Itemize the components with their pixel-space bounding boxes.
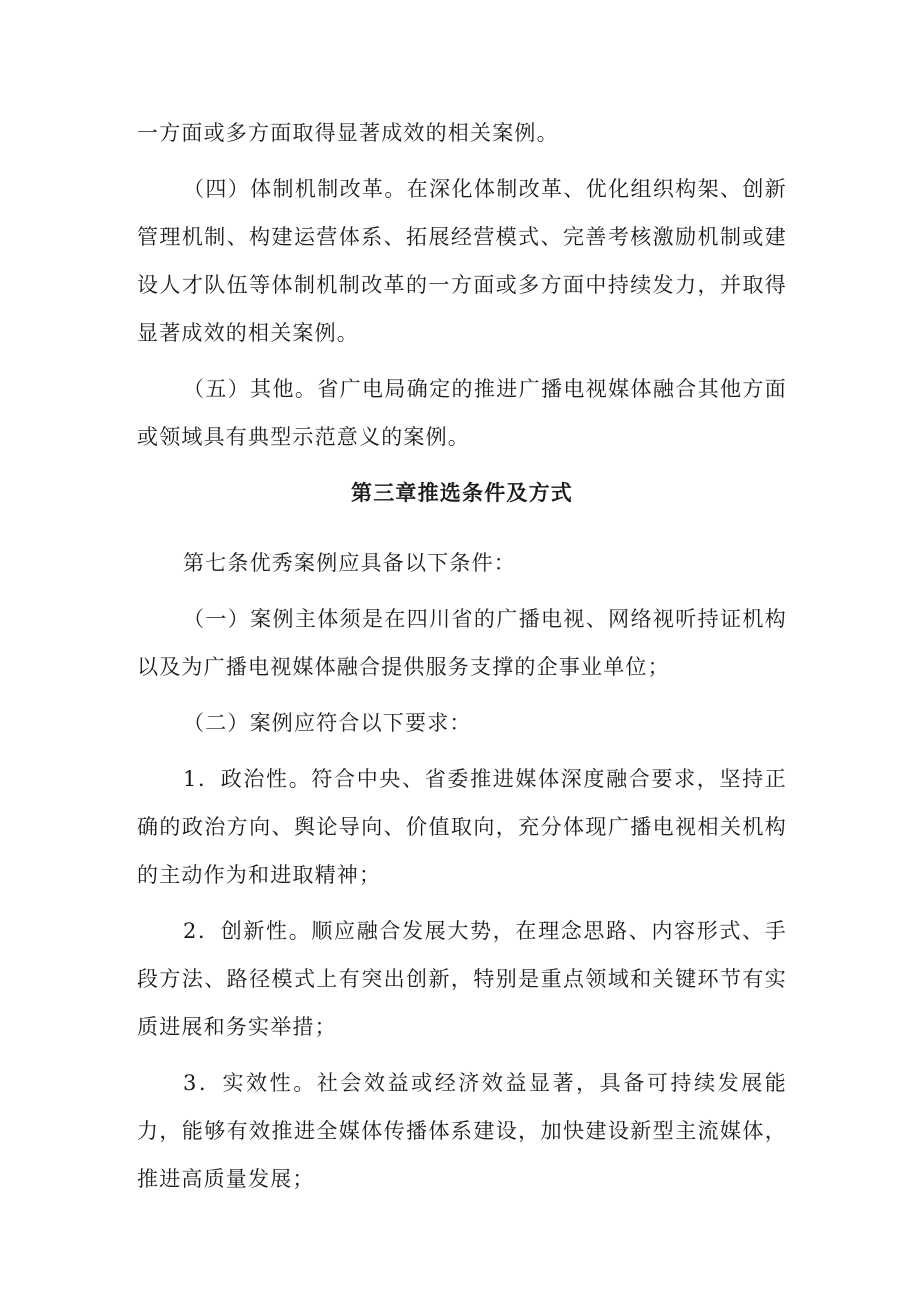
chapter-heading: 第三章推选条件及方式 bbox=[351, 480, 573, 505]
paragraph-requirement-effectiveness: 3．实效性。社会效益或经济效益显著，具备可持续发展能力，能够有效推进全媒体传播体系建设，加快建设新型主流媒体，推进高质量发展； bbox=[137, 1071, 787, 1191]
paragraph-continuation: 一方面或多方面取得显著成效的相关案例。 bbox=[137, 121, 559, 145]
paragraph-item-four: （四）体制机制改革。在深化体制改革、优化组织构架、创新管理机制、构建运营体系、拓展经营模式、完善考核激励机制或建设人才队伍等体制机制改革的一方面或多方面中持续发力，并取得显著成效的相关案例。 bbox=[137, 177, 787, 345]
paragraph-condition-one: （一）案例主体须是在四川省的广播电视、网络视听持证机构以及为广播电视媒体融合提供服务支撑的企事业单位； bbox=[137, 607, 787, 679]
paragraph-item-five: （五）其他。省广电局确定的推进广播电视媒体融合其他方面或领域具有典型示范意义的案例。 bbox=[137, 377, 787, 449]
article-heading: 第七条优秀案例应具备以下条件： bbox=[183, 551, 516, 575]
paragraph-condition-two: （二）案例应符合以下要求： bbox=[183, 711, 472, 735]
paragraph-requirement-political: 1．政治性。符合中央、省委推进媒体深度融合要求，坚持正确的政治方向、舆论导向、价值取向，充分体现广播电视相关机构的主动作为和进取精神； bbox=[137, 767, 787, 887]
paragraph-requirement-innovation: 2．创新性。顺应融合发展大势，在理念思路、内容形式、手段方法、路径模式上有突出创新，特别是重点领域和关键环节有实质进展和务实举措； bbox=[137, 919, 787, 1039]
document-body bbox=[137, 109, 787, 1211]
